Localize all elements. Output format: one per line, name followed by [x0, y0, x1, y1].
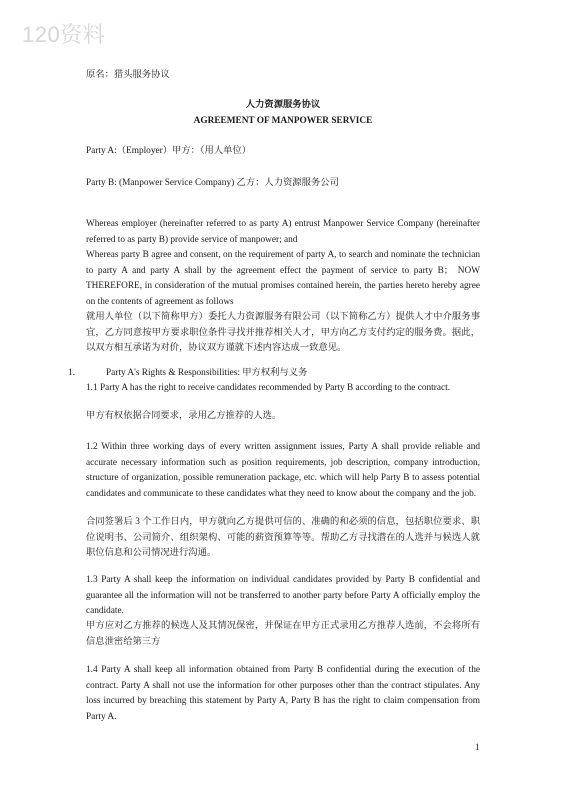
- section-1-title: Party A's Rights & Responsibilities: 甲方权利与义务: [106, 368, 308, 378]
- whereas-paragraph-chinese: 就用人单位（以下简称甲方）委托人力资源服务有限公司（以下简称乙方）提供人才中介服务事宜，乙方同意按甲方要求职位条件寻找并推荐相关人才，甲方向乙方支付约定的服务费。据此，以双方相互承诺为对价，协议双方谨就下述内容达成一致意见。: [86, 312, 480, 354]
- party-b-line: Party B: (Manpower Service Company) 乙方：人力资源服务公司: [86, 178, 339, 188]
- party-a-line: Party A:（Employer）甲方：（用人单位）: [86, 146, 252, 156]
- clause-1-4-english: 1.4 Party A shall keep all information obtained from Party B confidential during the execution of the contract. Party A shall not use the information for other purposes other than the contract stipulates. Any loss incurred by breaching this statement by Party A, Party B has the right to claim compensation from Party A.: [86, 665, 480, 722]
- section-1-number: 1.: [68, 368, 75, 378]
- clause-1-2-english: 1.2 Within three working days of every written assignment issues, Party A shall provide reliable and accurate necessary information such as position requirements, job description, company introduction, structure of organization, possible remuneration package, etc. which will help Party B to assess potential candidates and communicate to these candidates what they need to know about the company and the job.: [86, 442, 480, 499]
- clause-1-3-english: 1.3 Party A shall keep the information on individual candidates provided by Party B confidential and guarantee all the information will not be transferred to another party before Party A officially employ the candidate.: [86, 575, 480, 617]
- page-number: 1: [475, 742, 480, 752]
- clause-1-1-chinese: 甲方有权依据合同要求，录用乙方推荐的人选。: [86, 411, 282, 421]
- clause-1-1-english: 1.1 Party A has the right to receive candidates recommended by Party B according to the contract.: [86, 383, 451, 393]
- whereas-paragraph-2: Whereas party B agree and consent, on the requirement of party A, to search and nominate the technician to party A and party A shall by the agreement effect the payment of service to party B； NOW THEREFORE, in consideration of the mutual promises contained herein, the parties hereto hereby agree on the contents of agreement as follows: [86, 250, 480, 307]
- title-chinese: 人力资源服务协议: [245, 100, 321, 110]
- whereas-paragraph-1: Whereas employer (hereinafter referred to as party A) entrust Manpower Service Company (hereinafter referred to as party B) provide service of manpower; and: [86, 219, 480, 245]
- watermark-logo: 120资料: [22, 22, 106, 47]
- original-name: 原名：猎头服务协议: [86, 70, 170, 80]
- title-english: AGREEMENT OF MANPOWER SERVICE: [193, 116, 373, 126]
- clause-1-2-chinese: 合同签署后 3 个工作日内，甲方就向乙方提供可信的、准确的和必须的信息，包括职位要求、职位说明书、公司简介、组织架构、可能的薪资预算等等。帮助乙方寻找潜在的人选并与候选人就职位信息和公司情况进行沟通。: [86, 517, 480, 559]
- clause-1-3-chinese: 甲方应对乙方推荐的候选人及其情况保密，并保证在甲方正式录用乙方推荐人选前，不会将所有信息泄密给第三方: [86, 621, 480, 647]
